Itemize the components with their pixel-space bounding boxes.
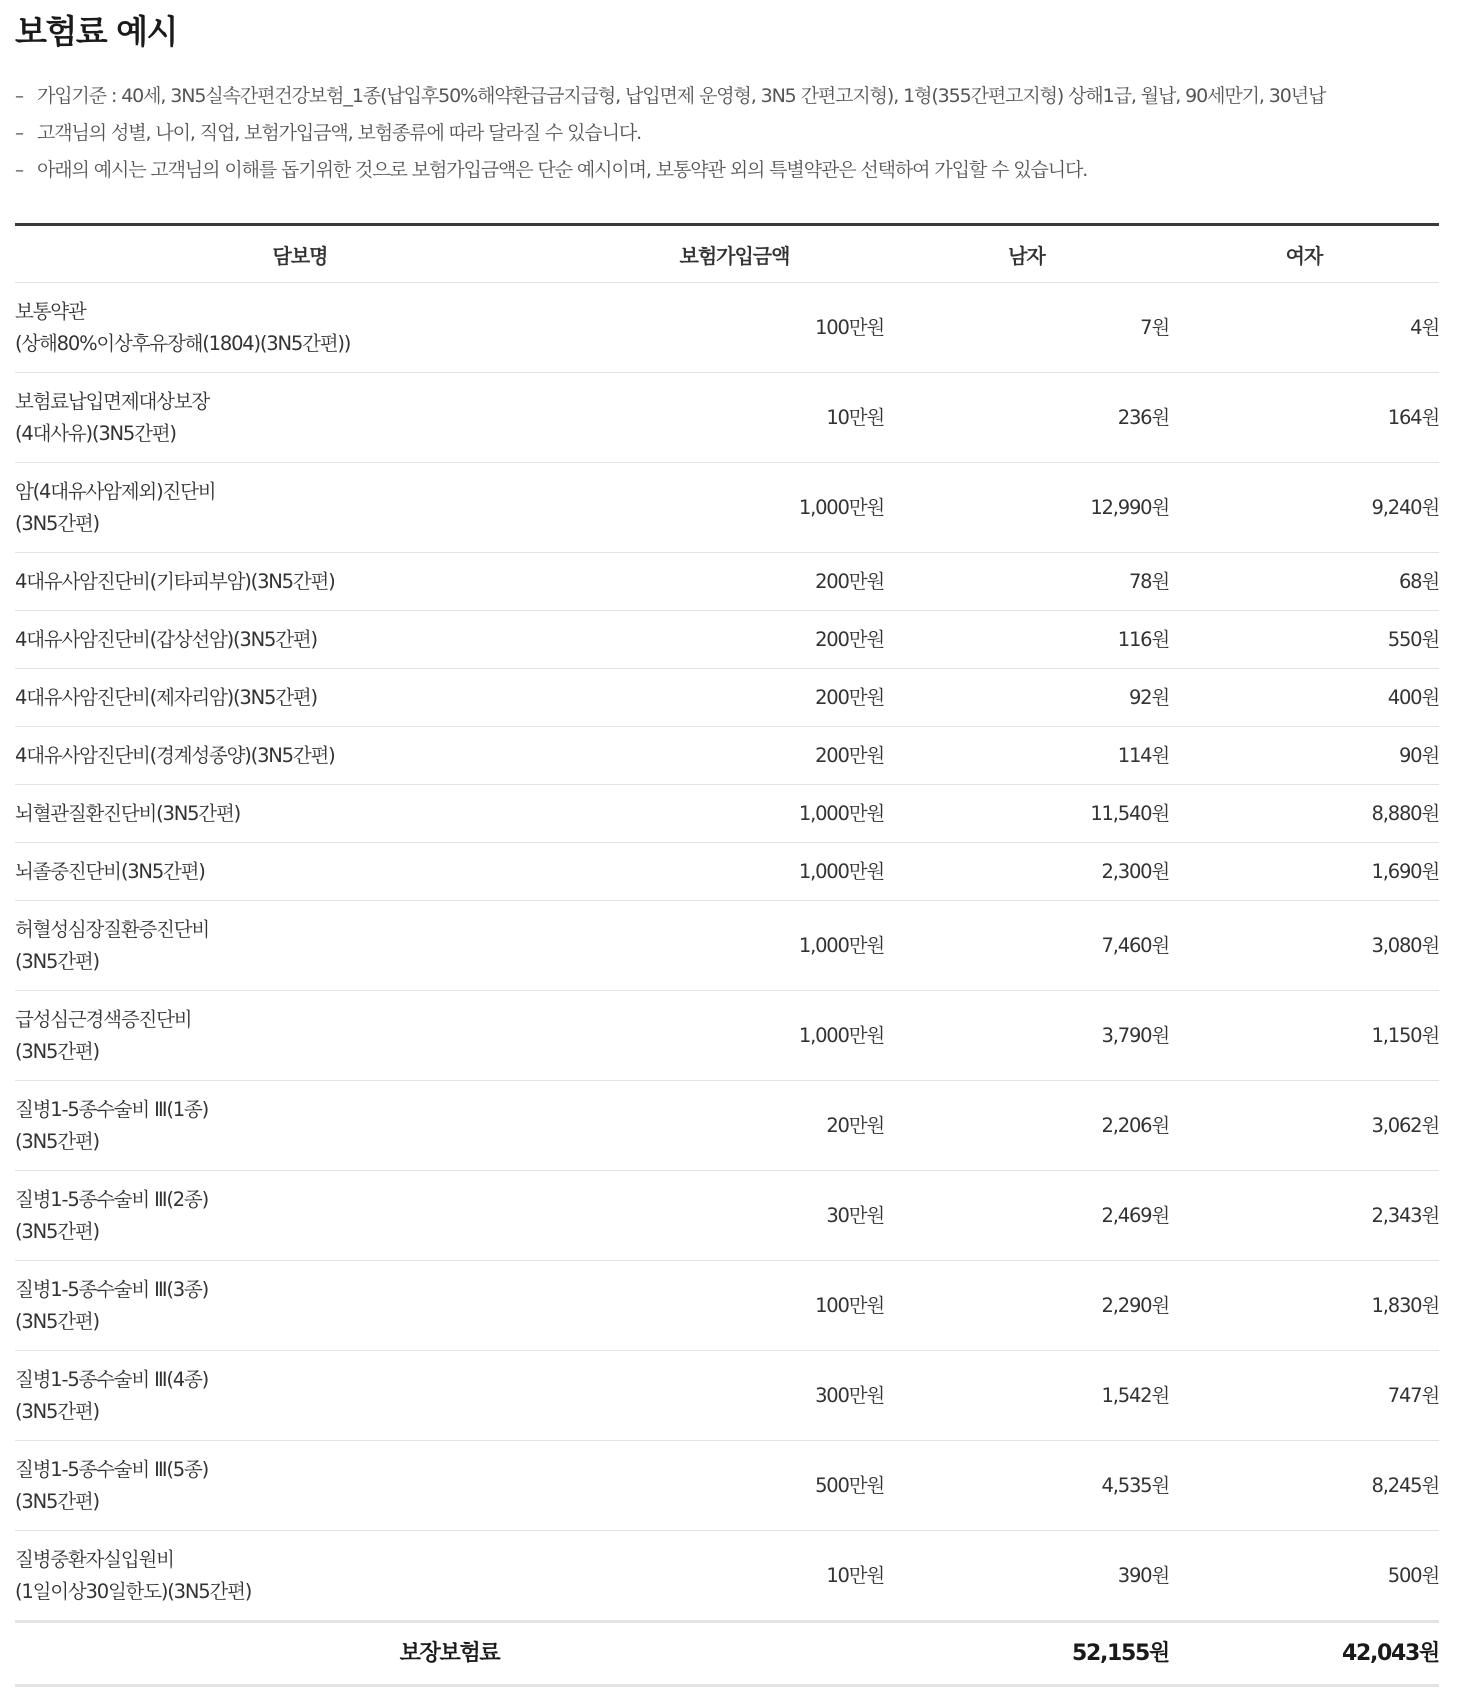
table-row (15, 727, 1439, 785)
coverage-name-line1: 질병1-5종수술비 Ⅲ(5종) (15, 1457, 208, 1481)
coverage-name-line2: (3N5간편) (15, 511, 99, 535)
coverage-name-line2: (3N5간편) (15, 949, 99, 973)
female-premium-cell: 68원 (1169, 553, 1439, 611)
coverage-name-line2: (3N5간편) (15, 1399, 99, 1423)
table-row (15, 1351, 1439, 1441)
insured-amount-cell: 200만원 (585, 611, 884, 669)
male-premium-cell: 2,206원 (884, 1081, 1169, 1171)
note-text: 고객님의 성별, 나이, 직업, 보험가입금액, 보험종류에 따라 달라질 수 있습니다. (37, 122, 642, 144)
table-row (15, 991, 1439, 1081)
table-row (15, 1081, 1439, 1171)
coverage-name-line1: 허혈성심장질환증진단비 (15, 917, 210, 941)
note-item (15, 78, 1439, 115)
coverage-name-line1: 질병1-5종수술비 Ⅲ(1종) (15, 1097, 208, 1121)
male-premium-cell: 12,990원 (884, 463, 1169, 553)
coverage-name-cell (15, 901, 585, 991)
insured-amount-cell: 1,000만원 (585, 991, 884, 1081)
table-header-row (15, 225, 1439, 283)
female-premium-cell: 3,080원 (1169, 901, 1439, 991)
table-row (15, 843, 1439, 901)
male-premium-cell: 11,540원 (884, 785, 1169, 843)
coverage-name-cell (15, 611, 585, 669)
insured-amount-cell: 200만원 (585, 727, 884, 785)
coverage-name-cell (15, 785, 585, 843)
header-female: 여자 (1169, 225, 1439, 283)
male-premium-cell: 78원 (884, 553, 1169, 611)
coverage-name-line2: (3N5간편) (15, 1129, 99, 1153)
table-row (15, 1171, 1439, 1261)
total-male-premium: 52,155원 (884, 1622, 1169, 1686)
female-premium-cell: 500원 (1169, 1531, 1439, 1622)
insured-amount-cell: 1,000만원 (585, 463, 884, 553)
table-row (15, 1441, 1439, 1531)
total-row (15, 1622, 1439, 1686)
female-premium-cell: 400원 (1169, 669, 1439, 727)
coverage-name-line1: 보험료납입면제대상보장 (15, 389, 210, 413)
coverage-name-line1: 뇌혈관질환진단비(3N5간편) (15, 801, 240, 825)
table-row (15, 1261, 1439, 1351)
male-premium-cell: 116원 (884, 611, 1169, 669)
table-body (15, 283, 1439, 1622)
female-premium-cell: 1,830원 (1169, 1261, 1439, 1351)
insured-amount-cell: 20만원 (585, 1081, 884, 1171)
notes-list (15, 78, 1439, 189)
male-premium-cell: 2,290원 (884, 1261, 1169, 1351)
coverage-name-line2: (상해80%이상후유장해(1804)(3N5간편)) (15, 331, 351, 355)
coverage-name-line1: 질병1-5종수술비 Ⅲ(2종) (15, 1187, 208, 1211)
female-premium-cell: 2,343원 (1169, 1171, 1439, 1261)
insured-amount-cell: 200만원 (585, 669, 884, 727)
male-premium-cell: 390원 (884, 1531, 1169, 1622)
table-row (15, 373, 1439, 463)
total-label: 보장보험료 (15, 1622, 884, 1686)
table-row (15, 463, 1439, 553)
female-premium-cell: 747원 (1169, 1351, 1439, 1441)
coverage-name-line1: 암(4대유사암제외)진단비 (15, 479, 216, 503)
coverage-name-cell (15, 283, 585, 373)
header-coverage-name: 담보명 (15, 225, 585, 283)
coverage-name-cell (15, 727, 585, 785)
insured-amount-cell: 100만원 (585, 283, 884, 373)
note-item (15, 115, 1439, 152)
note-text: 아래의 예시는 고객님의 이해를 돕기위한 것으로 보험가입금액은 단순 예시이며, 보통약관 외의 특별약관은 선택하여 가입할 수 있습니다. (37, 159, 1088, 181)
page-title: 보험료 예시 (15, 12, 177, 51)
insured-amount-cell: 1,000만원 (585, 843, 884, 901)
insured-amount-cell: 1,000만원 (585, 901, 884, 991)
female-premium-cell: 3,062원 (1169, 1081, 1439, 1171)
coverage-name-cell (15, 373, 585, 463)
coverage-name-line2: (3N5간편) (15, 1309, 99, 1333)
note-text: 가입기준 : 40세, 3N5실속간편건강보험_1종(납입후50%해약환급금지급형, 납입면제 운영형, 3N5 간편고지형), 1형(355간편고지형) 상해1급, 월납, 90세만기, 30년납 (37, 85, 1326, 107)
table-row (15, 1531, 1439, 1622)
coverage-name-line2: (3N5간편) (15, 1219, 99, 1243)
coverage-name-line2: (1일이상30일한도)(3N5간편) (15, 1579, 252, 1603)
insured-amount-cell: 1,000만원 (585, 785, 884, 843)
table-row (15, 669, 1439, 727)
insured-amount-cell: 10만원 (585, 1531, 884, 1622)
table-row (15, 553, 1439, 611)
coverage-name-cell (15, 843, 585, 901)
premium-table (15, 223, 1439, 1687)
dash-bullet-icon: – (15, 160, 23, 181)
coverage-name-cell (15, 1531, 585, 1622)
female-premium-cell: 1,150원 (1169, 991, 1439, 1081)
header-male: 남자 (884, 225, 1169, 283)
female-premium-cell: 1,690원 (1169, 843, 1439, 901)
male-premium-cell: 92원 (884, 669, 1169, 727)
table-row (15, 611, 1439, 669)
insured-amount-cell: 300만원 (585, 1351, 884, 1441)
coverage-name-line2: (3N5간편) (15, 1039, 99, 1063)
premium-example-section (15, 0, 1439, 1687)
coverage-name-cell (15, 991, 585, 1081)
coverage-name-cell (15, 1261, 585, 1351)
coverage-name-line1: 질병1-5종수술비 Ⅲ(4종) (15, 1367, 208, 1391)
female-premium-cell: 550원 (1169, 611, 1439, 669)
male-premium-cell: 2,469원 (884, 1171, 1169, 1261)
male-premium-cell: 3,790원 (884, 991, 1169, 1081)
coverage-name-line1: 4대유사암진단비(제자리암)(3N5간편) (15, 685, 317, 709)
male-premium-cell: 7원 (884, 283, 1169, 373)
male-premium-cell: 7,460원 (884, 901, 1169, 991)
insured-amount-cell: 500만원 (585, 1441, 884, 1531)
total-female-premium: 42,043원 (1169, 1622, 1439, 1686)
coverage-name-line1: 4대유사암진단비(갑상선암)(3N5간편) (15, 627, 317, 651)
coverage-name-line1: 급성심근경색증진단비 (15, 1007, 192, 1031)
insured-amount-cell: 10만원 (585, 373, 884, 463)
female-premium-cell: 8,880원 (1169, 785, 1439, 843)
insured-amount-cell: 30만원 (585, 1171, 884, 1261)
male-premium-cell: 114원 (884, 727, 1169, 785)
coverage-name-cell (15, 553, 585, 611)
coverage-name-cell (15, 463, 585, 553)
coverage-name-line2: (4대사유)(3N5간편) (15, 421, 176, 445)
insured-amount-cell: 100만원 (585, 1261, 884, 1351)
female-premium-cell: 4원 (1169, 283, 1439, 373)
male-premium-cell: 2,300원 (884, 843, 1169, 901)
female-premium-cell: 90원 (1169, 727, 1439, 785)
header-insured-amount: 보험가입금액 (585, 225, 884, 283)
male-premium-cell: 1,542원 (884, 1351, 1169, 1441)
coverage-name-line1: 질병1-5종수술비 Ⅲ(3종) (15, 1277, 208, 1301)
table-row (15, 901, 1439, 991)
coverage-name-cell (15, 1351, 585, 1441)
table-row (15, 283, 1439, 373)
insured-amount-cell: 200만원 (585, 553, 884, 611)
coverage-name-line1: 뇌졸중진단비(3N5간편) (15, 859, 205, 883)
coverage-name-line1: 4대유사암진단비(기타피부암)(3N5간편) (15, 569, 335, 593)
male-premium-cell: 236원 (884, 373, 1169, 463)
coverage-name-cell (15, 669, 585, 727)
coverage-name-line1: 보통약관 (15, 299, 86, 323)
male-premium-cell: 4,535원 (884, 1441, 1169, 1531)
female-premium-cell: 9,240원 (1169, 463, 1439, 553)
note-item (15, 152, 1439, 189)
coverage-name-cell (15, 1441, 585, 1531)
female-premium-cell: 164원 (1169, 373, 1439, 463)
female-premium-cell: 8,245원 (1169, 1441, 1439, 1531)
coverage-name-cell (15, 1171, 585, 1261)
coverage-name-line1: 질병중환자실입원비 (15, 1547, 174, 1571)
dash-bullet-icon: – (15, 86, 23, 107)
coverage-name-line2: (3N5간편) (15, 1489, 99, 1513)
coverage-name-line1: 4대유사암진단비(경계성종양)(3N5간편) (15, 743, 335, 767)
dash-bullet-icon: – (15, 123, 23, 144)
coverage-name-cell (15, 1081, 585, 1171)
table-row (15, 785, 1439, 843)
